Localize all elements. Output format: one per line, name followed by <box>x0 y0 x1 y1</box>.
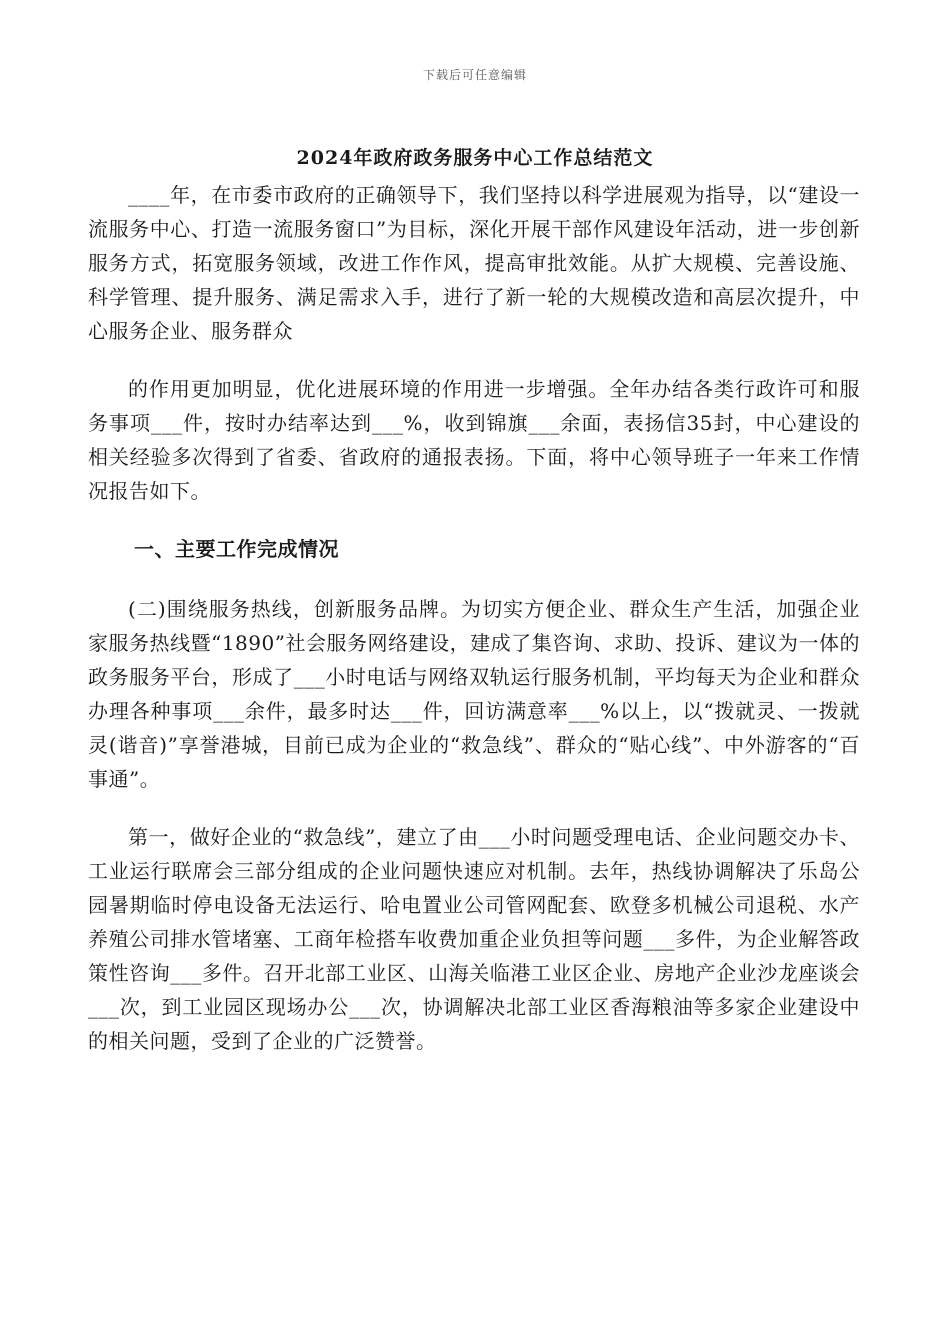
section-paragraph-2: 第一，做好企业的“救急线”，建立了由___小时问题受理电话、企业问题交办卡、工业运行联席会三部分组成的企业问题快速应对机制。去年，热线协调解决了乐岛公园暑期临时停电设备无法运行、哈电置业公司管网配套、欧登多机械公司退税、水产养殖公司排水管堵塞、工商年检搭车收费加重企业负担等问题___多件，为企业解答政策性咨询___多件。召开北部工业区、山海关临港工业区企业、房地产企业沙龙座谈会___次，到工业园区现场办公___次，协调解决北部工业区香海粮油等多家企业建设中的相关问题，受到了企业的广泛赞誉。 <box>88 825 860 1053</box>
document-body <box>88 178 860 1058</box>
intro-paragraph-1: ____年，在市委市政府的正确领导下，我们坚持以科学进展观为指导，以“建设一流服务中心、打造一流服务窗口”为目标，深化开展干部作风建设年活动，进一步创新服务方式，拓宽服务领域，改进工作作风，提高审批效能。从扩大规模、完善设施、科学管理、提升服务、满足需求入手，进行了新一轮的大规模改造和高层次提升，中心服务企业、服务群众 <box>88 183 860 343</box>
document-title: 2024年政府政务服务中心工作总结范文 <box>296 147 654 169</box>
intro-paragraph-2: 的作用更加明显，优化进展环境的作用进一步增强。全年办结各类行政许可和服务事项___件，按时办结率达到___%，收到锦旗___余面，表扬信35封，中心建设的相关经验多次得到了省委、省政府的通报表扬。下面，将中心领导班子一年来工作情况报告如下。 <box>88 377 860 503</box>
section-heading: 一、主要工作完成情况 <box>134 537 339 561</box>
header-note: 下载后可任意编辑 <box>422 68 527 82</box>
section-paragraph-1: (二)围绕服务热线，创新服务品牌。为切实方便企业、群众生产生活，加强企业家服务热线暨“1890”社会服务网络建设，建成了集咨询、求助、投诉、建议为一体的政务服务平台，形成了___小时电话与网络双轨运行服务机制，平均每天为企业和群众办理各种事项___余件，最多时达___件，回访满意率___%以上，以“拨就灵、一拨就灵(谐音)”享誉港城，目前已成为企业的“救急线”、群众的“贴心线”、中外游客的“百事通”。 <box>88 597 860 791</box>
